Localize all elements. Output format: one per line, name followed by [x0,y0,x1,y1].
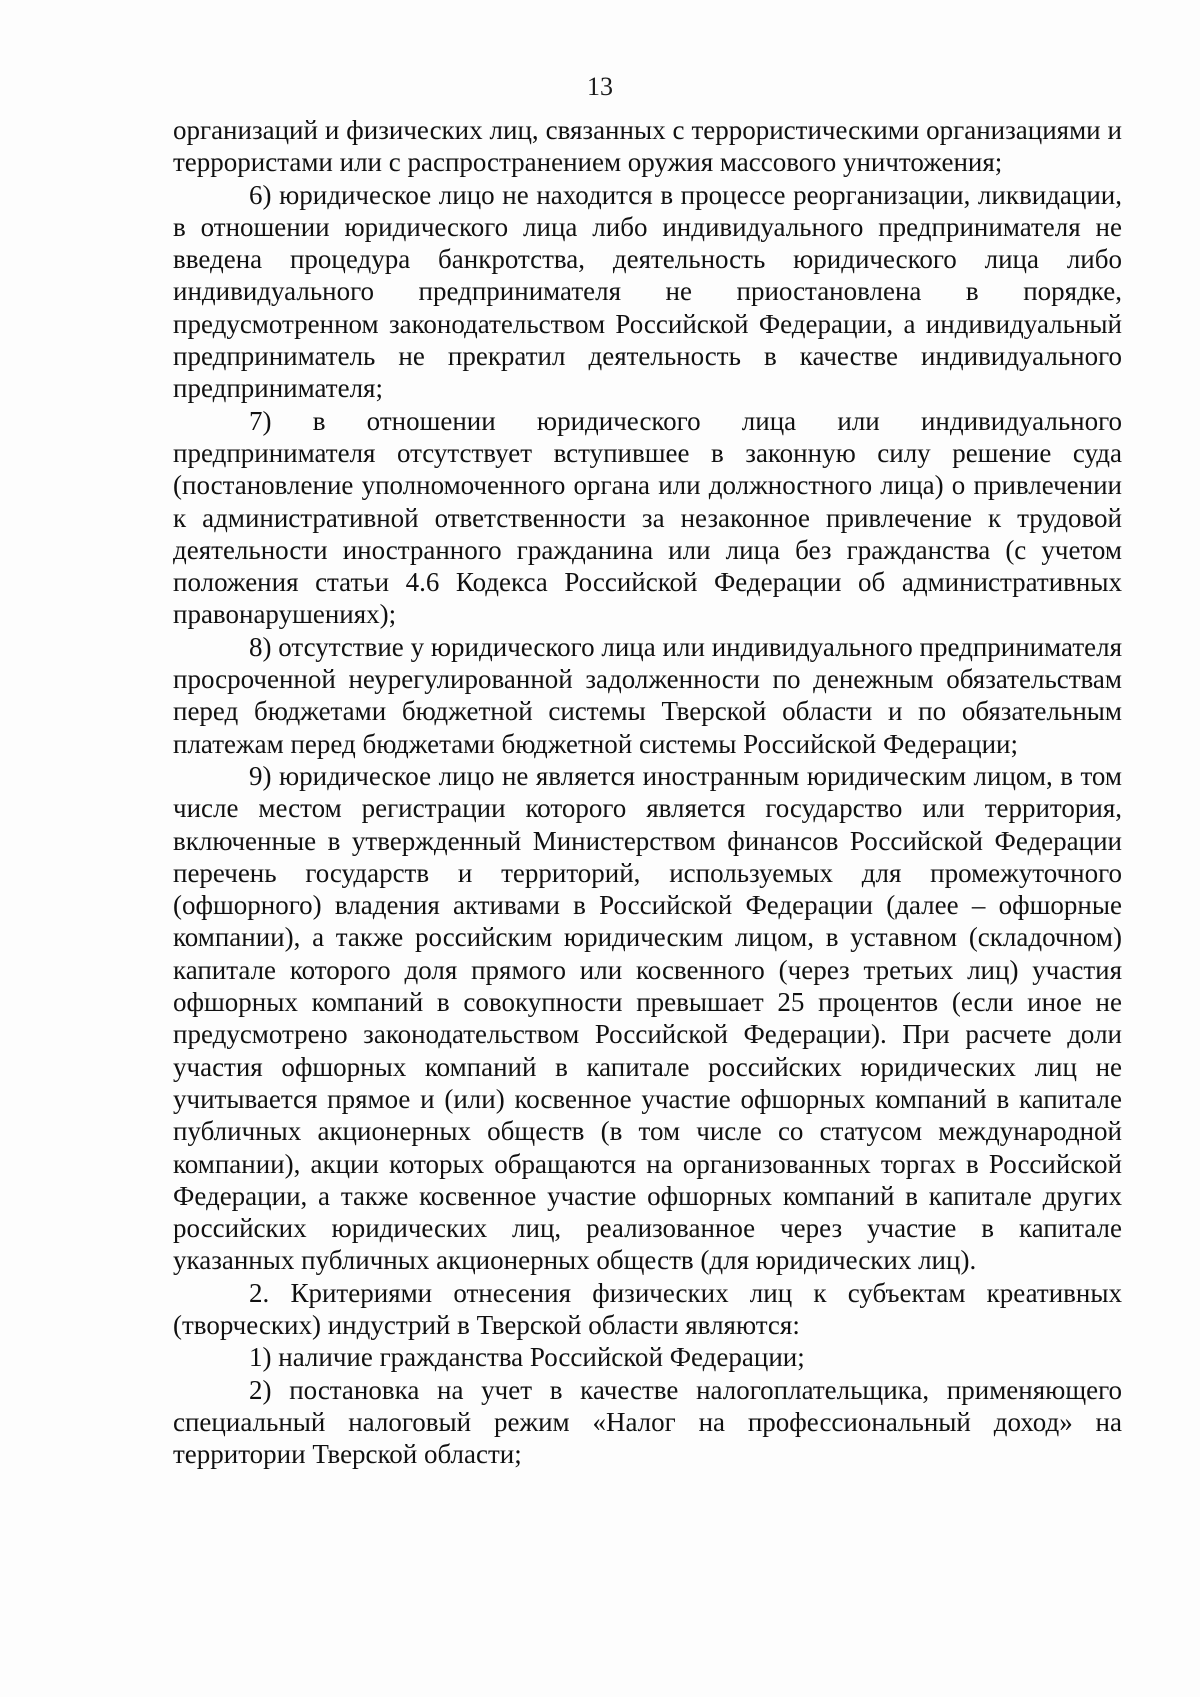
document-body [173,114,1122,1470]
paragraph-item-2: 2) постановка на учет в качестве налогоплательщика, применяющего специальный налоговый режим «Налог на профессиональный доход» на территории Тверской области; [173,1374,1122,1470]
paragraph-section-2: 2. Критериями отнесения физических лиц к субъектам креативных (творческих) индустрий в Тверской области являются: [173,1277,1122,1340]
paragraph-item-7: 7) в отношении юридического лица или индивидуального предпринимателя отсутствует вступившее в законную силу решение суда (постановление уполномоченного органа или должностного лица) о привлечении к административной ответственности за незаконное привлечение к трудовой деятельности иностранного гражданина или лица без гражданства (с учетом положения статьи 4.6 Кодекса Российской Федерации об административных правонарушениях); [173,405,1122,630]
paragraph-item-1: 1) наличие гражданства Российской Федерации; [249,1342,805,1373]
paragraph-item-8: 8) отсутствие у юридического лица или индивидуального предпринимателя просроченной неурегулированной задолженности по денежным обязательствам перед бюджетами бюджетной системы Тверской области и по обязательным платежам перед бюджетами бюджетной системы Российской Федерации; [173,631,1122,759]
paragraph-item-6: 6) юридическое лицо не находится в процессе реорганизации, ликвидации, в отношении юридического лица либо индивидуального предпринимателя не введена процедура банкротства, деятельность юридического лица либо индивидуального предпринимателя не приостановлена в порядке, предусмотренном законодательством Российской Федерации, а индивидуальный предприниматель не прекратил деятельность в качестве индивидуального предпринимателя; [173,179,1122,404]
paragraph-continuation: организаций и физических лиц, связанных с террористическими организациями и террористами или с распространением оружия массового уничтожения; [173,115,1122,178]
page-number: 13 [587,72,613,101]
paragraph-item-9: 9) юридическое лицо не является иностранным юридическим лицом, в том числе местом регистрации которого является государство или территория, включенные в утвержденный Министерством финансов Российской Федерации перечень государств и территорий, используемых для промежуточного (офшорного) владения активами в Российской Федерации (далее – офшорные компании), а также российским юридическим лицом, в уставном (складочном) капитале которого доля прямого или косвенного (через третьих лиц) участия офшорных компаний в совокупности превышает 25 процентов (если иное не предусмотрено законодательством Российской Федерации). При расчете доли участия офшорных компаний в капитале российских юридических лиц не учитывается прямое и (или) косвенное участие офшорных компаний в капитале публичных акционерных обществ (в том числе со статусом международной компании), акции которых обращаются на организованных торгах в Российской Федерации, а также косвенное участие офшорных компаний в капитале других российских юридических лиц, реализованное через участие в капитале указанных публичных акционерных обществ (для юридических лиц). [173,760,1122,1276]
